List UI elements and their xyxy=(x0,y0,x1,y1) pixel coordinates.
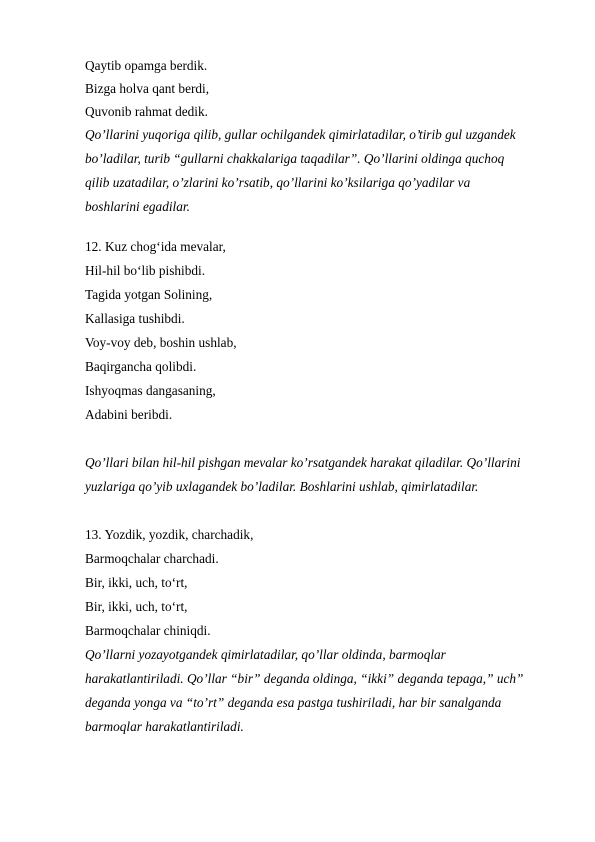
instruction-line: deganda yonga va “to’rt” deganda esa pastga tushiriladi, har bir sanalganda xyxy=(85,695,502,710)
instruction-line: barmoqlar harakatlantiriladi. xyxy=(85,719,244,734)
poem-line: Bir, ikki, uch, to‘rt, xyxy=(85,599,188,614)
poem-line: Quvonib rahmat dedik. xyxy=(85,104,208,119)
poem-line: Bizga holva qant berdi, xyxy=(85,81,210,96)
instruction-line: yuzlariga qo’yib uxlagandek bo’ladilar. Boshlarini ushlab, qimirlatadilar. xyxy=(85,479,479,494)
poem-line: Baqirgancha qolibdi. xyxy=(85,359,197,374)
poem-line: Voy-voy deb, boshin ushlab, xyxy=(85,335,237,350)
instruction-line: Qo’llarni yozayotgandek qimirlatadilar, qo’llar oldinda, barmoqlar xyxy=(85,647,446,662)
poem-line: 13. Yozdik, yozdik, charchadik, xyxy=(85,527,254,542)
poem-line: Kallasiga tushibdi. xyxy=(85,311,185,326)
instruction-line: qilib uzatadilar, o’zlarini ko’rsatib, qo’llarini ko’ksilariga qo’yadilar va xyxy=(85,175,471,190)
poem-line: Hil-hil bo‘lib pishibdi. xyxy=(85,263,206,278)
poem-line: 12. Kuz chog‘ida mevalar, xyxy=(85,239,226,254)
instruction-line: harakatlantiriladi. Qo’llar “bir” deganda oldinga, “ikki” deganda tepaga,” uch” xyxy=(85,671,524,686)
instruction-line: Qo’llarini yuqoriga qilib, gullar ochilgandek qimirlatadilar, o’tirib gul uzgandek xyxy=(85,127,516,142)
instruction-line: bo’ladilar, turib “gullarni chakkalariga taqadilar”. Qo’llarini oldinga quchoq xyxy=(85,151,505,166)
poem-line: Adabini beribdi. xyxy=(85,407,173,422)
poem-line: Barmoqchalar chiniqdi. xyxy=(85,623,211,638)
poem-line: Qaytib opamga berdik. xyxy=(85,58,208,73)
poem-line: Bir, ikki, uch, to‘rt, xyxy=(85,575,188,590)
instruction-line: boshlarini egadilar. xyxy=(85,199,190,214)
poem-line: Barmoqchalar charchadi. xyxy=(85,551,219,566)
poem-line: Tagida yotgan Solining, xyxy=(85,287,213,302)
instruction-line: Qo’llari bilan hil-hil pishgan mevalar ko’rsatgandek harakat qiladilar. Qo’llarini xyxy=(85,455,521,470)
poem-line: Ishyoqmas dangasaning, xyxy=(85,383,216,398)
